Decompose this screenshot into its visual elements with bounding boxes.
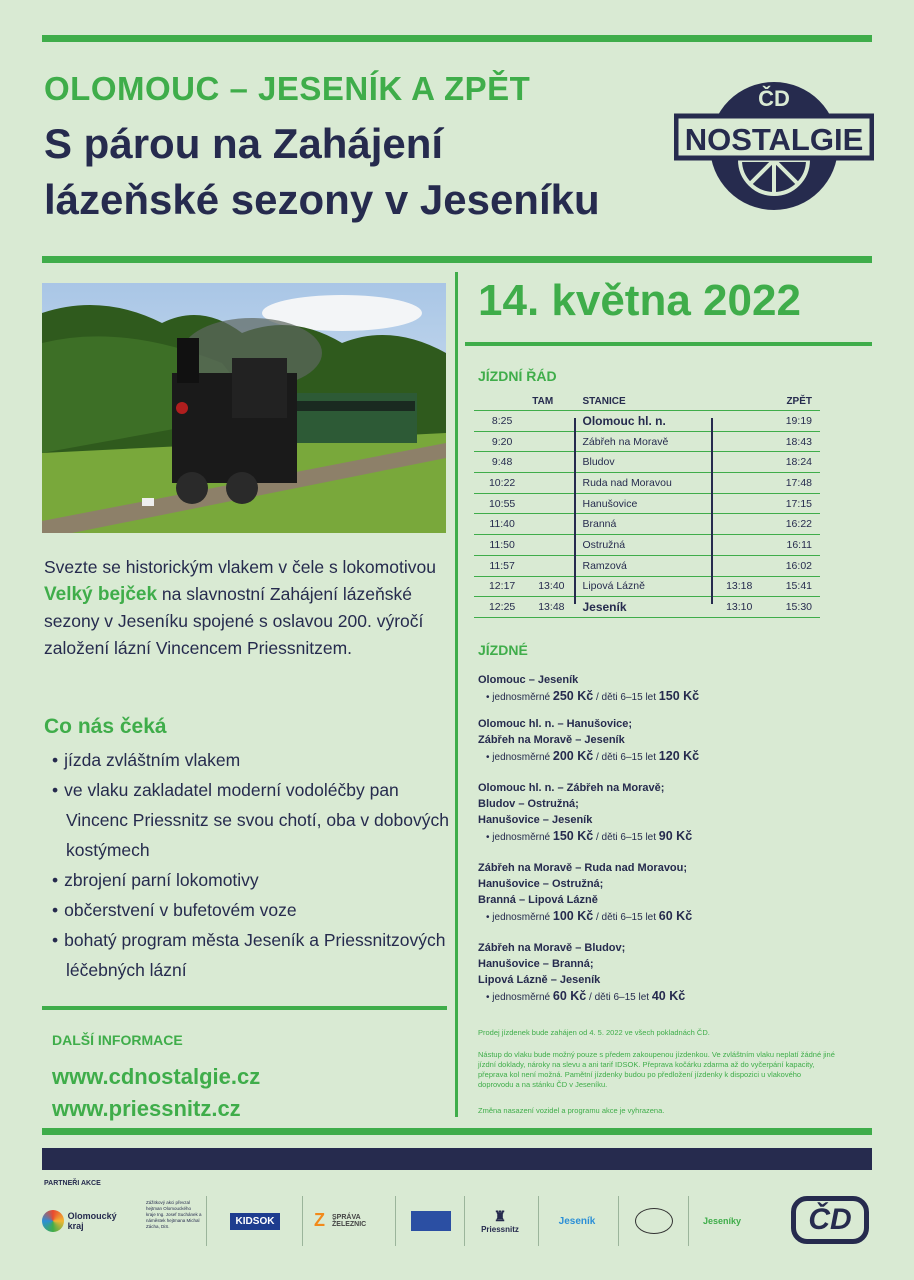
fare-route: Hanušovice – Jeseník	[478, 814, 593, 826]
col-tam-header	[474, 392, 530, 411]
table-cell: 15:30	[765, 597, 820, 618]
timetable-header-row	[474, 392, 820, 411]
fare-label: / děti 6–15 let	[586, 992, 652, 1003]
table-cell: Jeseník	[572, 597, 713, 618]
table-cell: 19:19	[765, 411, 820, 432]
sale-note: Prodej jízdenek bude zahájen od 4. 5. 2022 ve všech pokladnách ČD.	[478, 1028, 710, 1037]
header-divider	[42, 256, 872, 263]
intro-text: na slavnostní Zahájení lázeňské sezony v Jeseníku spojené s oslavou 200. výročí založení lázní Vincencem Priessnitzem.	[44, 584, 424, 658]
fare-amount: 120 Kč	[658, 749, 700, 763]
fare-price	[478, 748, 699, 766]
fare-label: / děti 6–15 let	[593, 752, 659, 763]
table-cell	[714, 452, 765, 473]
col-station-header: STANICE	[572, 392, 713, 411]
table-cell: Lipová Lázně	[572, 576, 713, 597]
table-row	[474, 452, 820, 473]
website-link-priessnitz[interactable]: www.priessnitz.cz	[52, 1096, 241, 1121]
fare-route: Olomouc hl. n. – Hanušovice;	[478, 718, 633, 730]
table-cell: 13:40	[530, 576, 572, 597]
page-title-line1: S párou na Zahájení	[44, 120, 444, 167]
fare-route: Olomouc – Jeseník	[478, 674, 579, 686]
list-item: • jízda zvláštním vlakem	[44, 745, 454, 775]
table-row	[474, 514, 820, 535]
table-cell	[530, 493, 572, 514]
table-cell	[530, 555, 572, 576]
ids-icon	[411, 1211, 451, 1231]
table-cell	[714, 411, 765, 432]
table-row	[474, 473, 820, 494]
fare-amount: 100 Kč	[552, 909, 594, 923]
table-cell: 13:10	[714, 597, 765, 618]
szz-text-1: SPRÁVA	[332, 1214, 361, 1221]
seal-icon	[635, 1208, 673, 1234]
table-cell: 18:43	[765, 431, 820, 452]
table-cell: 13:18	[714, 576, 765, 597]
table-cell: 17:15	[765, 493, 820, 514]
change-note: Změna nasazení vozidel a programu akce je vyhrazena.	[478, 1106, 665, 1115]
priessnitz-icon: ♜	[493, 1208, 507, 1224]
spa-seal-logo	[628, 1198, 680, 1244]
fare-amount: 250 Kč	[552, 689, 594, 703]
table-cell: 10:22	[474, 473, 530, 494]
table-cell: 9:48	[474, 452, 530, 473]
divider	[618, 1196, 619, 1246]
fare-amount: 200 Kč	[552, 749, 594, 763]
fare-route: Branná – Lipová Lázně	[478, 894, 598, 906]
website-link-cdnostalgie[interactable]: www.cdnostalgie.cz	[52, 1064, 261, 1089]
direction-arrow-up	[711, 418, 713, 604]
table-row	[474, 411, 820, 432]
table-cell	[714, 555, 765, 576]
fare-price	[478, 908, 692, 926]
top-divider	[42, 35, 872, 42]
table-cell	[714, 493, 765, 514]
list-item: • občerstvení v bufetovém voze	[44, 895, 454, 925]
fare-label: • jednosměrné	[486, 992, 553, 1003]
fare-price	[478, 688, 699, 706]
fare-amount: 150 Kč	[658, 689, 700, 703]
kidsok-text: KIDSOK	[230, 1213, 281, 1230]
fare-label: • jednosměrné	[486, 752, 553, 763]
list-item: • bohatý program města Jeseník a Priessnitzových léčebných lázní	[44, 925, 454, 985]
szz-text-2: ŽELEZNIC	[332, 1221, 367, 1228]
cd-logo	[786, 1190, 874, 1250]
table-cell: Branná	[572, 514, 713, 535]
fare-amount: 90 Kč	[658, 829, 693, 843]
olomoucky-kraj-icon	[42, 1210, 64, 1232]
list-item: • ve vlaku zakladatel moderní vodoléčby pan Vincenc Priessnitz se svou chotí, oba v dobových kostýmech	[44, 775, 454, 865]
table-row	[474, 431, 820, 452]
fare-label: / děti 6–15 let	[593, 832, 659, 843]
divider	[464, 1196, 465, 1246]
divider	[688, 1196, 689, 1246]
info-divider	[42, 1006, 447, 1010]
table-cell: Bludov	[572, 452, 713, 473]
divider	[395, 1196, 396, 1246]
column-divider	[455, 272, 458, 1117]
table-cell: 16:02	[765, 555, 820, 576]
fare-route: Olomouc hl. n. – Zábřeh na Moravě;	[478, 782, 665, 794]
table-cell: Olomouc hl. n.	[572, 411, 713, 432]
locomotive-name: Velký bejček	[44, 584, 158, 605]
fare-label: / děti 6–15 let	[593, 692, 659, 703]
jeseniky-logo	[694, 1198, 750, 1244]
info-heading: DALŠÍ INFORMACE	[52, 1032, 183, 1048]
divider	[302, 1196, 303, 1246]
table-cell: Zábřeh na Moravě	[572, 431, 713, 452]
table-cell: Ruda nad Moravou	[572, 473, 713, 494]
table-row	[474, 555, 820, 576]
fare-group	[478, 716, 699, 766]
olomoucky-kraj-text: Olomoucký kraj	[67, 1211, 117, 1231]
timetable	[474, 392, 820, 618]
priessnitz-logo	[470, 1198, 530, 1244]
timetable-heading: JÍZDNÍ ŘÁD	[478, 368, 557, 384]
table-cell: 10:55	[474, 493, 530, 514]
table-row	[474, 597, 820, 618]
kidsok-logo	[218, 1198, 292, 1244]
fare-price	[478, 828, 692, 846]
table-cell: 16:22	[765, 514, 820, 535]
logo-bottom-text: NOSTALGIE	[684, 122, 864, 157]
table-cell	[714, 514, 765, 535]
intro-text: Svezte se historickým vlakem v čele s lokomotivou	[44, 557, 436, 577]
table-cell	[714, 473, 765, 494]
fare-route: Hanušovice – Ostružná;	[478, 878, 604, 890]
program-list	[44, 745, 454, 985]
divider	[538, 1196, 539, 1246]
partners-heading: PARTNEŘI AKCE	[44, 1180, 101, 1187]
table-cell	[530, 431, 572, 452]
route-heading: OLOMOUC – JESENÍK A ZPĚT	[44, 70, 531, 107]
fare-amount: 150 Kč	[552, 829, 594, 843]
table-cell: 18:24	[765, 452, 820, 473]
table-cell: 12:25	[474, 597, 530, 618]
table-cell	[530, 411, 572, 432]
fare-group	[478, 672, 699, 706]
divider	[206, 1196, 207, 1246]
fare-amount: 60 Kč	[658, 909, 693, 923]
fare-label: • jednosměrné	[486, 912, 553, 923]
logo-top-text: ČD	[758, 86, 790, 111]
fare-group	[478, 860, 692, 926]
direction-arrow-down	[574, 418, 576, 604]
table-cell	[714, 431, 765, 452]
intro-paragraph	[44, 554, 444, 662]
fare-route: Zábřeh na Moravě – Bludov;	[478, 942, 626, 954]
jesenik-text: Jeseník	[558, 1215, 596, 1227]
fare-route: Zábřeh na Moravě – Jeseník	[478, 734, 625, 746]
table-cell	[714, 535, 765, 556]
patronage-note: Zážitkový akci převzal hejtman Olomouckého kraje Ing. Josef Suchánek a náměstek hejtmana Michal Zácha, DiS.	[146, 1200, 202, 1229]
footer-divider	[42, 1128, 872, 1135]
page-title-line2: lázeňské sezony v Jeseníku	[44, 176, 600, 223]
table-row	[474, 535, 820, 556]
fare-amount: 40 Kč	[651, 989, 686, 1003]
olomoucky-kraj-logo	[42, 1198, 134, 1244]
table-cell: 9:20	[474, 431, 530, 452]
ids-logo	[405, 1198, 457, 1244]
szz-icon: Z	[314, 1210, 325, 1230]
table-cell	[530, 535, 572, 556]
table-cell	[530, 514, 572, 535]
table-cell: 11:57	[474, 555, 530, 576]
table-row	[474, 576, 820, 597]
fare-group	[478, 940, 685, 1006]
jeseniky-text: Jeseníky	[702, 1216, 742, 1226]
col-tam-header: TAM	[530, 392, 572, 411]
fare-label: • jednosměrné	[486, 692, 553, 703]
fare-group	[478, 780, 692, 846]
fare-price	[478, 988, 685, 1006]
table-cell: 13:48	[530, 597, 572, 618]
fare-label: • jednosměrné	[486, 832, 553, 843]
fare-route: Hanušovice – Branná;	[478, 958, 594, 970]
table-cell	[530, 473, 572, 494]
cd-nostalgie-logo	[674, 76, 874, 216]
date-divider	[465, 342, 872, 346]
table-cell: 12:17	[474, 576, 530, 597]
fare-label: / děti 6–15 let	[593, 912, 659, 923]
table-cell: Ramzová	[572, 555, 713, 576]
fare-route: Bludov – Ostružná;	[478, 798, 579, 810]
fares-heading: JÍZDNÉ	[478, 642, 528, 658]
jesenik-logo	[544, 1198, 610, 1244]
table-cell: 15:41	[765, 576, 820, 597]
table-cell: 17:48	[765, 473, 820, 494]
program-heading: Co nás čeká	[44, 715, 167, 738]
boarding-note: Nástup do vlaku bude možný pouze s předem zakoupenou jízdenkou. Ve zvláštním vlaku neplatí žádné jiné jízdní doklady, nároky na slevu a ani tarif IDSOK. Přeprava kočárku zdarma až do vyčerpání kapacity, přeprava kol není možná. Pamětní jízdenky budou po předložení jízdenky k dispozici u vlakového doprovodu a na stánku ČD v Jeseníku.	[478, 1050, 835, 1089]
fare-amount: 60 Kč	[552, 989, 587, 1003]
fare-route: Zábřeh na Moravě – Ruda nad Moravou;	[478, 862, 688, 874]
col-empty-header	[714, 392, 765, 411]
list-item: • zbrojení parní lokomotivy	[44, 865, 454, 895]
sprava-zeleznic-logo	[312, 1198, 386, 1244]
table-cell: 11:50	[474, 535, 530, 556]
table-cell: Hanušovice	[572, 493, 713, 514]
partners-strip	[42, 1148, 872, 1170]
table-cell: Ostružná	[572, 535, 713, 556]
fare-route: Lipová Lázně – Jeseník	[478, 974, 601, 986]
steam-train-photo	[42, 283, 446, 533]
table-cell: 16:11	[765, 535, 820, 556]
table-row	[474, 493, 820, 514]
event-date: 14. května 2022	[478, 276, 801, 325]
priessnitz-text: Priessnitz	[481, 1225, 519, 1234]
col-zpet-header: ZPĚT	[765, 392, 820, 411]
table-cell: 11:40	[474, 514, 530, 535]
table-cell	[530, 452, 572, 473]
table-cell: 8:25	[474, 411, 530, 432]
cd-logo-text: ČD	[791, 1196, 868, 1244]
